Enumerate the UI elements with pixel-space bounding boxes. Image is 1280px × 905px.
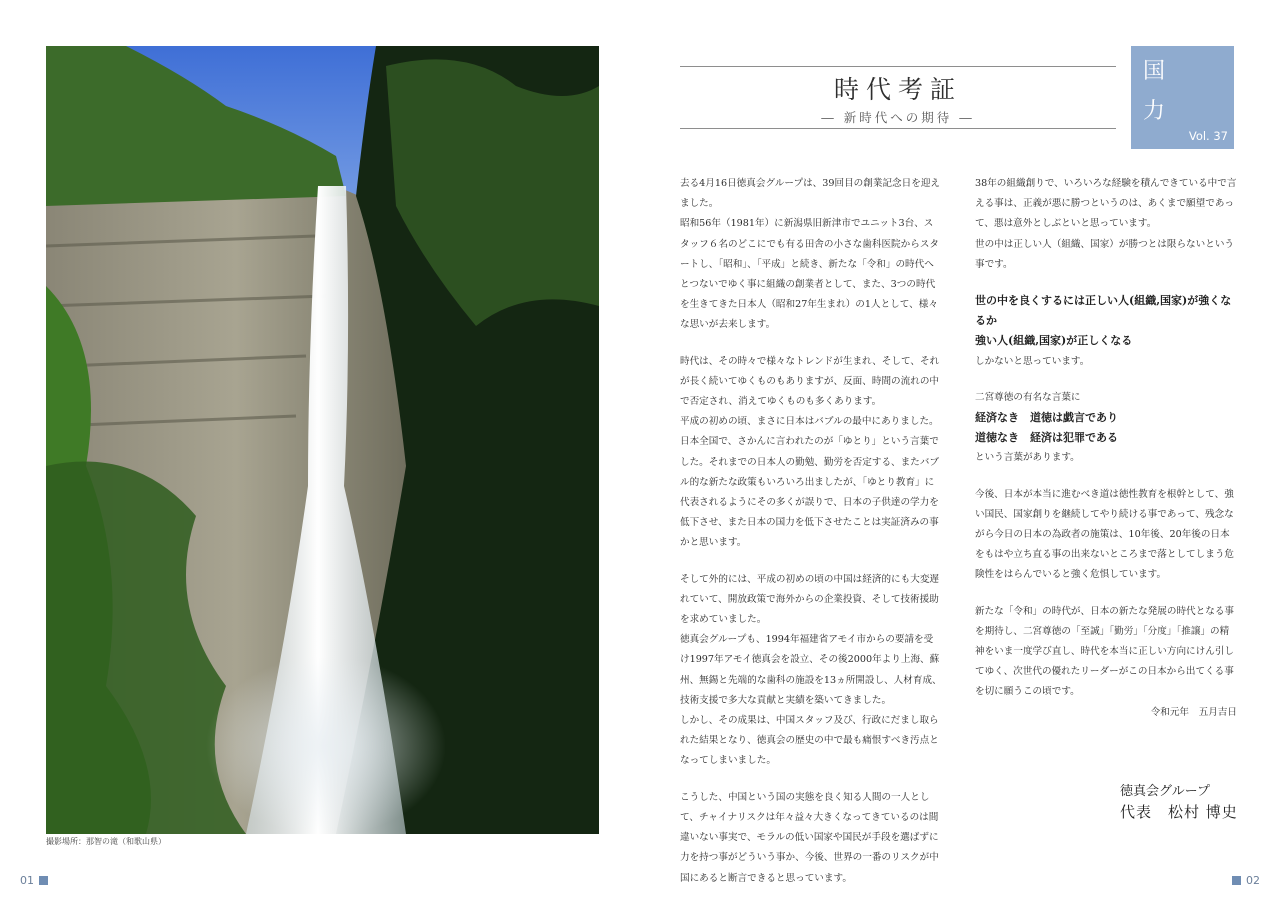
paragraph-gap	[975, 586, 1237, 602]
series-tag-char-2: 力	[1143, 99, 1166, 124]
signature-block	[1120, 782, 1240, 822]
article-column-right	[975, 174, 1237, 723]
photo-caption: 撮影場所：那智の滝（和歌山県）	[46, 837, 166, 846]
paragraph: 平成の初めの頃、まさに日本はバブルの最中にありました。	[680, 416, 939, 428]
article-column-left	[680, 174, 942, 889]
paragraph: こうした、中国という国の実態を良く知る人間の一人として、チャイナリスクは年々益々大きくなってきているのは間違いない事実で、モラルの低い国家や国民が手段を選ばずに力を持つ事がどういう事か、今後、世界の一番のリスクが中国にあると断言できると思っています。	[680, 791, 939, 884]
paragraph: という言葉があります。	[975, 452, 1080, 464]
waterfall-illustration	[46, 46, 599, 834]
volume-label: Vol. 37	[1188, 129, 1228, 143]
paragraph: 二宮尊徳の有名な言葉に	[975, 391, 1081, 403]
article-subtitle: ― 新時代への期待 ―	[821, 110, 975, 125]
paragraph-gap	[975, 372, 1237, 388]
paragraph: 昭和56年（1981年）に新潟県旧新津市でユニット3台、スタッフ６名のどこにでも有る田舎の小さな歯科医院からスタートし、「昭和」、「平成」と続き、新たな「令和」の時代へとつないでゆく事に組織の創業者として、また、3つの時代を生きてきた日本人（昭和27年生まれ）の1人として、様々な思いが去来します。	[680, 218, 940, 331]
representative-name: 代表 松村 博史	[1120, 803, 1238, 821]
paragraph: 時代は、その時々で様々なトレンドが生まれ、そして、それが長く続いてゆくものもありますが、反面、時間の流れの中で否定され、消えてゆくものも多くあります。	[680, 355, 940, 408]
page-marker-square-icon	[39, 876, 48, 885]
quote-line: 道徳なき 経済は犯罪である	[975, 431, 1118, 445]
series-tag	[1131, 46, 1234, 149]
paragraph: 今後、日本が本当に進むべき道は徳性教育を根幹として、強い国民、国家創りを継続してやり続ける事であって、残念ながら今日の日本の為政者の施策は、10年後、20年後の日本をもはや立ち直る事の出来ないところまで落としてしまう危険性をはらんでいると強く危惧しています。	[975, 488, 1235, 581]
page-marker-square-icon	[1232, 876, 1241, 885]
paragraph: 日本全国で、さかんに言われたのが「ゆとり」という言葉でした。それまでの日本人の勤勉、勤労を否定する、またバブル的な新たな政策もいろいろ出ましたが、「ゆとり教育」に代表されるようにその多くが誤りで、日本の子供達の学力を低下させ、また日本の国力を低下させたことは実証済みの事かと思います。	[680, 436, 940, 549]
paragraph-gap	[680, 554, 942, 570]
paragraph: 38年の組織創りで、いろいろな経験を積んできている中で言える事は、正義が悪に勝つというのは、あくまで願望であって、悪は意外としぶといと思っています。	[975, 178, 1237, 230]
header-bottom-rule	[680, 128, 1116, 129]
article-title: 時代考証	[833, 75, 962, 104]
paragraph-gap	[975, 469, 1237, 485]
header-top-rule	[680, 66, 1116, 67]
emphasis-line: 世の中を良くするには正しい人(組織,国家)が強くなるか	[975, 294, 1232, 328]
paragraph: しかし、その成果は、中国スタッフ及び、行政にだまし取られた結果となり、徳真会の歴史の中で最も痛恨すべき汚点となってしまいました。	[680, 715, 939, 767]
page-number-right	[1232, 874, 1260, 887]
paragraph: 世の中は正しい人（組織、国家）が勝つとは限らないという事です。	[975, 238, 1235, 270]
waterfall-photo	[46, 46, 599, 834]
paragraph: 新たな「令和」の時代が、日本の新たな発展の時代となる事を期待し、二宮尊徳の「至誠」「勤労」「分度」「推譲」の精神をいま一度学び直し、時代を本当に正しい方向にけん引してゆく、次世代の優れたリーダーがこの日本から出てくる事を切に願うこの頃です。	[975, 605, 1235, 698]
paragraph-gap	[680, 336, 942, 352]
page-number-right-text: 02	[1246, 874, 1260, 887]
paragraph-gap	[975, 275, 1237, 291]
paragraph: 徳真会グループも、1994年福建省アモイ市からの要請を受け1997年アモイ徳真会を設立、その後2000年より上海、蘇州、無錫と先端的な歯科の施設を13ヵ所開設し、人材育成、技術支援で多大な貢献と実績を築いてきました。	[680, 634, 942, 706]
organization-name: 徳真会グループ	[1120, 784, 1210, 799]
emphasis-line: 強い人(組織,国家)が正しくなる	[975, 334, 1133, 348]
paragraph-gap	[680, 772, 942, 788]
paragraph: 去る4月16日徳真会グループは、39回目の創業記念日を迎えました。	[680, 178, 941, 210]
quote-line: 経済なき 道徳は戯言であり	[975, 411, 1118, 425]
page-number-left-text: 01	[20, 874, 34, 887]
paragraph: しかないと思っています。	[975, 355, 1090, 367]
paragraph: そして外的には、平成の初めの頃の中国は経済的にも大変遅れていて、開放政策で海外からの企業投資、そして技術援助を求めていました。	[680, 573, 940, 626]
article-date: 令和元年 五月吉日	[1150, 706, 1237, 718]
series-tag-char-1: 国	[1143, 59, 1166, 84]
page-number-left	[20, 874, 48, 887]
